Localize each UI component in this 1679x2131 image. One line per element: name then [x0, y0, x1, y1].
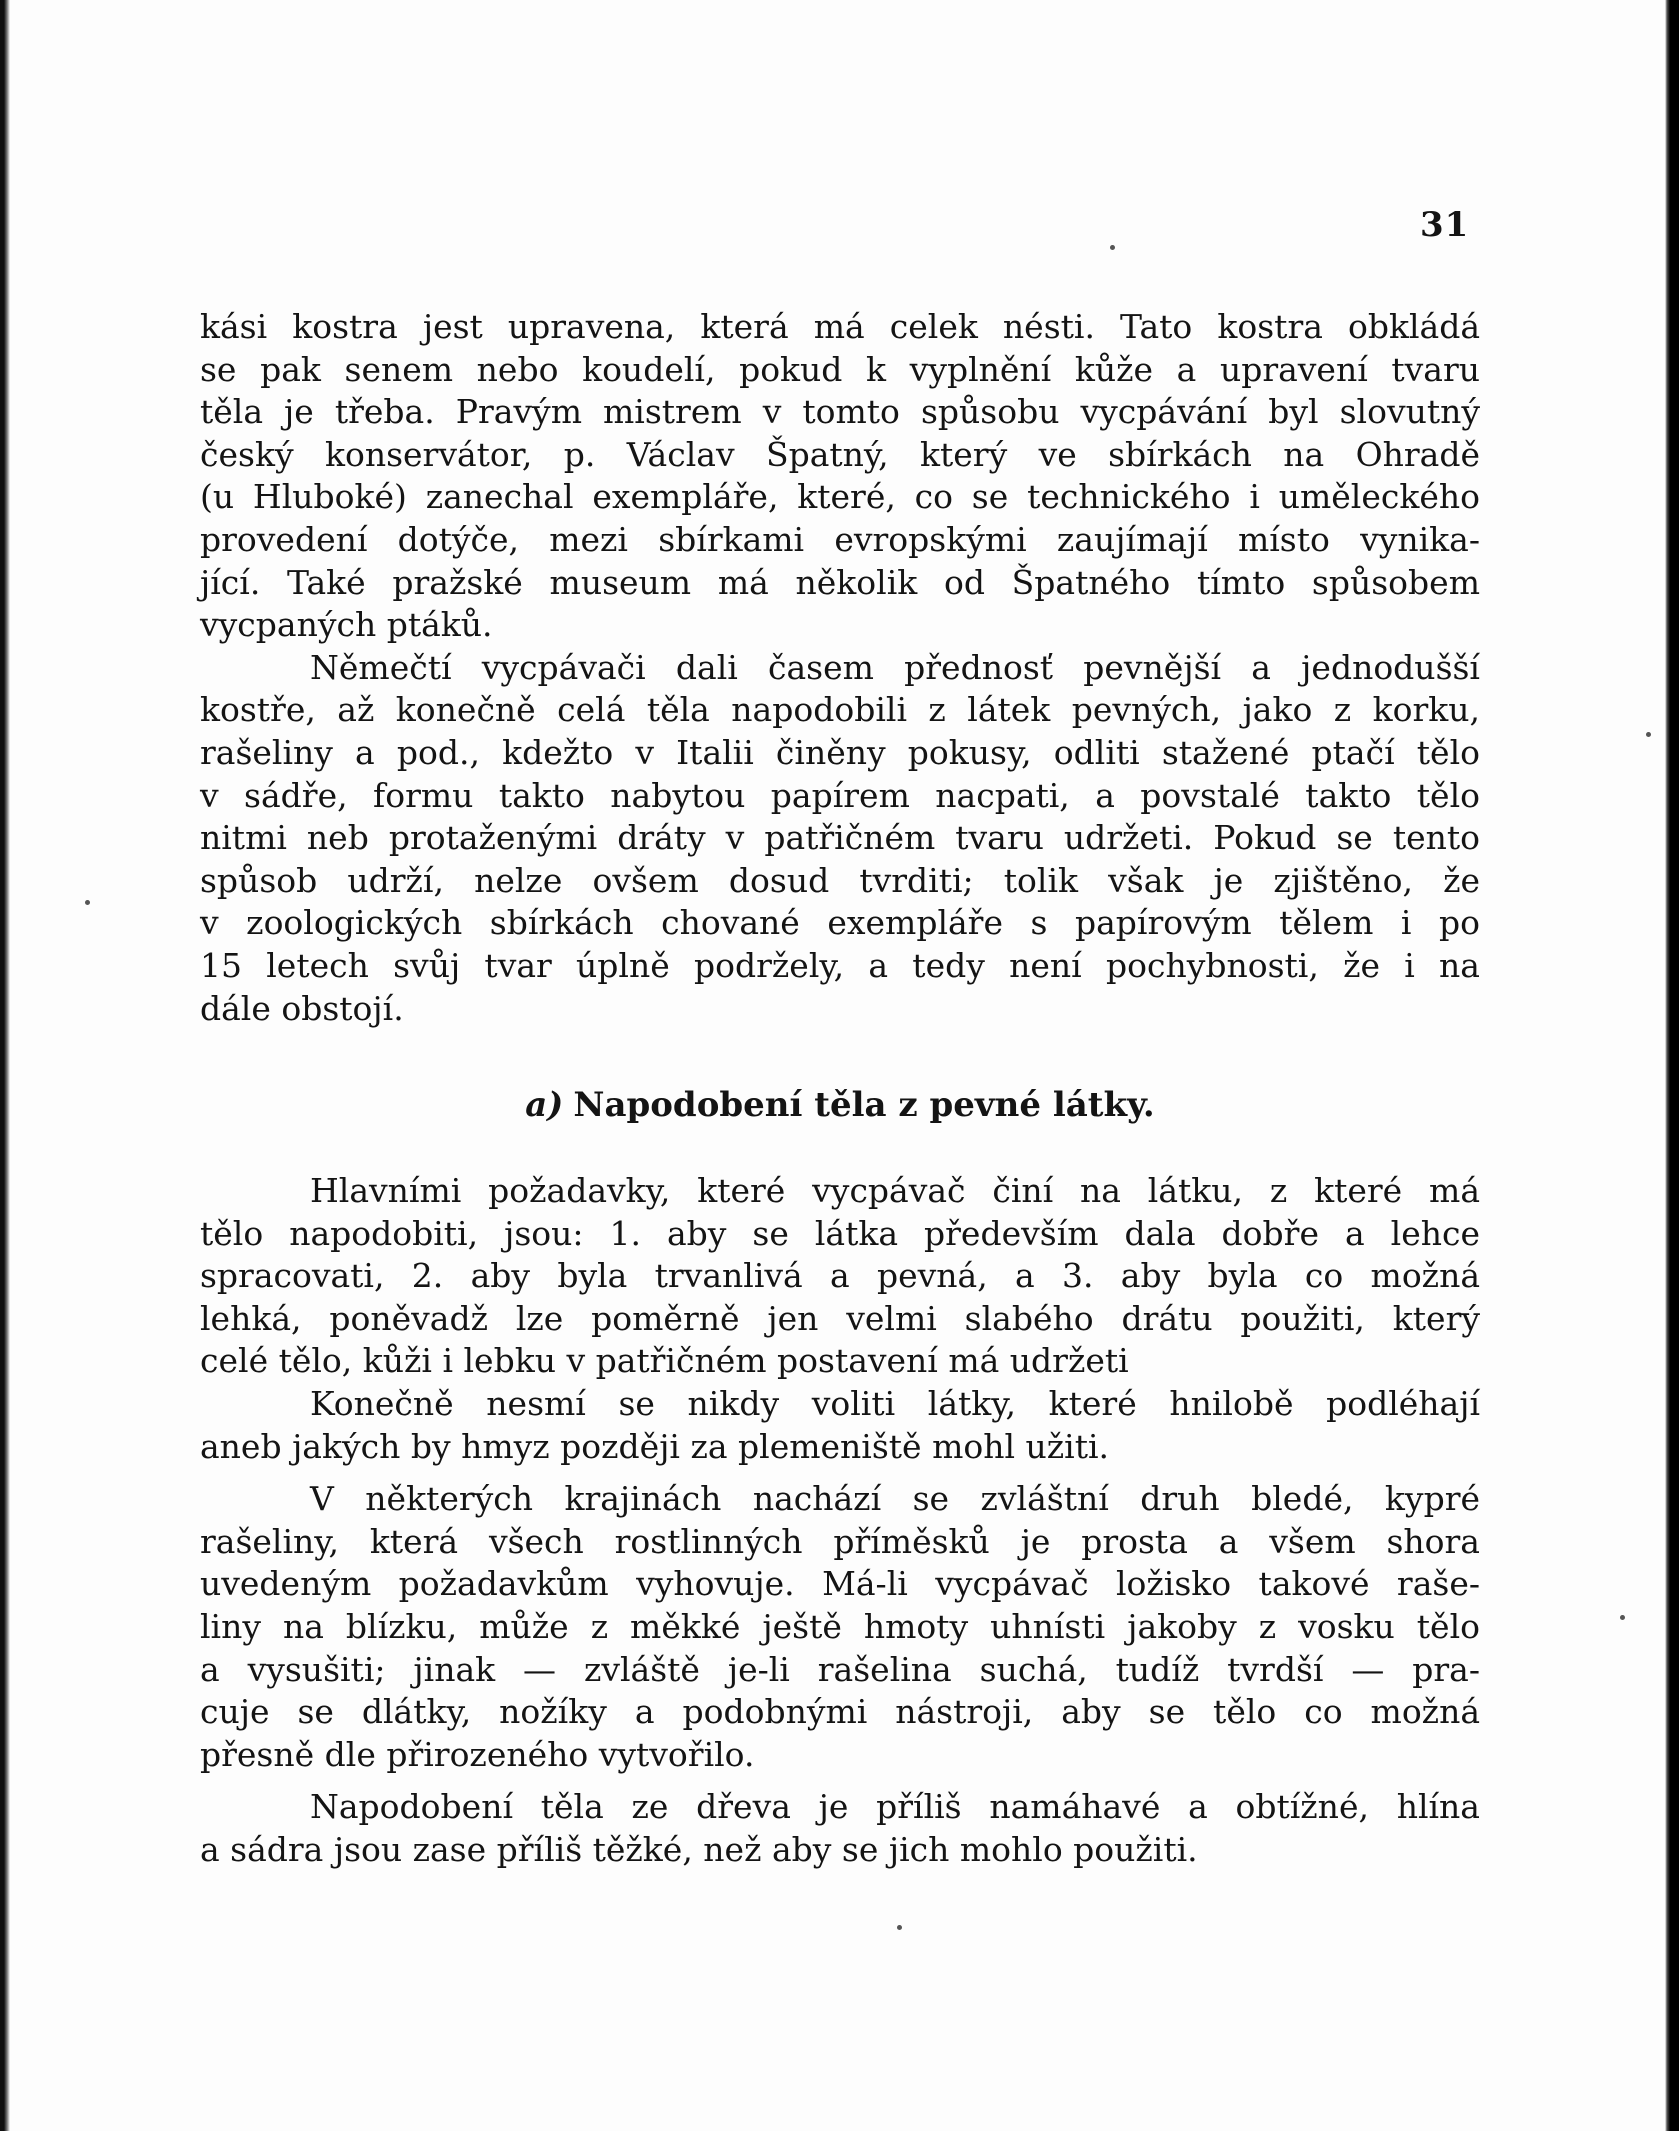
text-line: Konečně nesmí se nikdy voliti látky, které hnilobě podléhají	[310, 1383, 1480, 1423]
section-heading	[200, 1085, 1480, 1125]
text-line: 15 letech svůj tvar úplně podržely, a tedy není pochybnosti, že i na	[200, 945, 1480, 985]
scan-border-left	[0, 0, 10, 2131]
text-line: cuje se dlátky, nožíky a podobnými nástroji, aby se tělo co možná	[200, 1692, 1480, 1732]
paragraph	[200, 306, 1480, 647]
scan-speck	[1110, 245, 1115, 250]
scan-speck	[85, 900, 90, 905]
text-line: spracovati, 2. aby byla trvanlivá a pevná, a 3. aby byla co možná	[200, 1256, 1480, 1296]
text-line: se pak senem nebo koudelí, pokud k vyplnění kůže a upravení tvaru	[200, 349, 1480, 389]
text-line: vycpaných ptáků.	[200, 605, 493, 645]
text-line: nitmi neb protaženými dráty v patřičném tvaru udržeti. Pokud se tento	[200, 818, 1480, 858]
text-line: V některých krajinách nachází se zvláštní druh bledé, kypré	[310, 1479, 1480, 1519]
text-line: kási kostra jest upravena, která má celek nésti. Tato kostra obkládá	[200, 307, 1480, 346]
text-line: rašeliny a pod., kdežto v Italii činěny pokusy, odliti stažené ptačí tělo	[200, 732, 1480, 772]
text-line: v zoologických sbírkách chované exempláře s papírovým tělem i po	[200, 903, 1480, 943]
text-line: kostře, až konečně celá těla napodobili z látek pevných, jako z korku,	[200, 690, 1480, 730]
text-block-upper	[200, 306, 1480, 1030]
text-line: Němečtí vycpávači dali časem přednosť pevnější a jednodušší	[310, 647, 1480, 687]
text-line: dále obstojí.	[200, 988, 404, 1028]
text-line: český konservátor, p. Václav Špatný, který ve sbírkách na Ohradě	[200, 434, 1480, 474]
text-line: uvedeným požadavkům vyhovuje. Má-li vycpávač ložisko takové raše-	[200, 1564, 1480, 1604]
text-line: v sádře, formu takto nabytou papírem nacpati, a povstalé takto tělo	[200, 775, 1480, 815]
scan-speck	[897, 1925, 902, 1930]
text-line: Hlavními požadavky, které vycpávač činí na látku, z které má	[310, 1171, 1480, 1210]
text-line: celé tělo, kůži i lebku v patřičném postavení má udržeti	[200, 1341, 1129, 1381]
section-title: Napodobení těla z pevné látky.	[573, 1085, 1155, 1125]
text-line: provedení dotýče, mezi sbírkami evropskými zaujímají místo vynika-	[200, 519, 1480, 559]
section-marker: a)	[525, 1085, 564, 1125]
paragraph	[200, 1170, 1480, 1383]
text-line: tělo napodobiti, jsou: 1. aby se látka především dala dobře a lehce	[200, 1213, 1480, 1253]
scan-speck	[1620, 1615, 1625, 1620]
text-line: a vysušiti; jinak — zvláště je-li rašelina suchá, tudíž tvrdší — pra-	[200, 1649, 1480, 1689]
text-line: liny na blízku, může z měkké ještě hmoty uhnísti jakoby z vosku tělo	[200, 1606, 1480, 1646]
text-line: spůsob udrží, nelze ovšem dosud tvrditi; tolik však je zjištěno, že	[200, 860, 1480, 900]
text-line: a sádra jsou zase příliš těžké, než aby se jich mohlo použiti.	[200, 1829, 1198, 1869]
paragraph	[200, 1786, 1480, 1871]
scan-border-right	[1665, 0, 1679, 2131]
text-line: přesně dle přirozeného vytvořilo.	[200, 1734, 755, 1774]
text-line: aneb jakých by hmyz později za plemeniště mohl užiti.	[200, 1426, 1110, 1466]
text-line: těla je třeba. Pravým mistrem v tomto spůsobu vycpávání byl slovutný	[200, 392, 1480, 432]
text-line: (u Hluboké) zanechal exempláře, které, co se technického i uměleckého	[200, 477, 1480, 517]
text-block-lower	[200, 1170, 1480, 1872]
text-line: Napodobení těla ze dřeva je příliš namáhavé a obtížné, hlína	[310, 1787, 1480, 1827]
paragraph	[200, 647, 1480, 1030]
paragraph	[200, 1383, 1480, 1468]
page-number: 31	[1420, 205, 1470, 245]
text-line: lehká, poněvadž lze poměrně jen velmi slabého drátu použiti, který	[200, 1298, 1480, 1338]
text-line: rašeliny, která všech rostlinných příměsků je prosta a všem shora	[200, 1521, 1480, 1561]
text-line: jící. Také pražské museum má několik od Špatného tímto spůsobem	[200, 562, 1480, 602]
scan-speck	[1646, 732, 1651, 737]
paragraph	[200, 1478, 1480, 1776]
